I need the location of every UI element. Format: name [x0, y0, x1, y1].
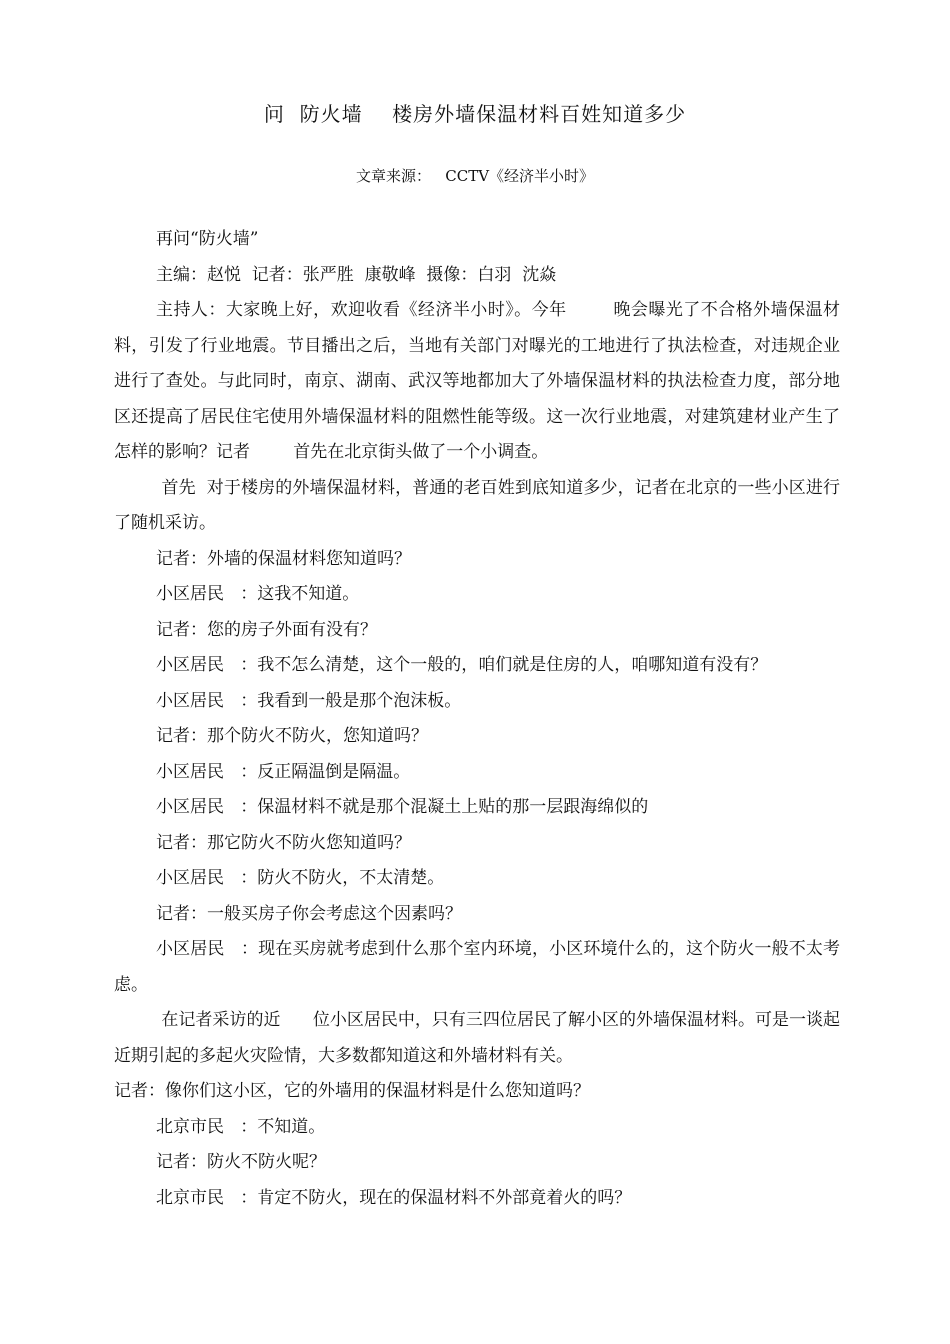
- body-paragraph: 北京市民 ：不知道。: [156, 1116, 326, 1137]
- body-paragraph: 记者：一般买房子你会考虑这个因素吗？: [156, 903, 462, 924]
- body-paragraph: 记者：您的房子外面有没有？: [156, 619, 377, 640]
- body-paragraph: 北京市民 ：肯定不防火，现在的保温材料不外部竟着火的吗？: [156, 1187, 632, 1208]
- body-paragraph: 小区居民 ：保温材料不就是那个混凝土上贴的那一层跟海绵似的: [156, 797, 649, 817]
- article-source: 文章来源： CCTV《经济半小时》: [355, 167, 595, 185]
- body-paragraph: 主编：赵悦 记者：张严胜 康敬峰 摄像：白羽 沈焱: [156, 264, 557, 285]
- body-paragraph: 小区居民 ：现在买房就考虑到什么那个室内环境，小区环境什么的，这个防火一般不太考虑。: [114, 939, 840, 995]
- body-paragraph: 小区居民 ：反正隔温倒是隔温。: [156, 761, 411, 782]
- body-paragraph: 主持人：大家晚上好，欢迎收看《经济半小时》。今年 晚会曝光了不合格外墙保温材料，引发了行业地震。节目播出之后，当地有关部门对曝光的工地进行了执法检查，对违规企业进行了查处。与此同时，南京、湖南、武汉等地都加大了外墙保温材料的执法检查力度，部分地区还提高了居民住宅使用外墙保温材料的阻燃性能等级。这一次行业地震，对建筑建材业产生了怎样的影响？记者 首先在北京街头做了一个小调查。: [114, 300, 840, 462]
- body-paragraph: 小区居民 ：我看到一般是那个泡沫板。: [156, 690, 462, 711]
- document-title: 问 防火墙 楼房外墙保温材料百姓知道多少: [263, 102, 687, 126]
- body-paragraph: 记者：外墙的保温材料您知道吗？: [156, 548, 411, 569]
- body-paragraph: 小区居民 ：我不怎么清楚，这个一般的，咱们就是住房的人，咱哪知道有没有？: [156, 655, 768, 675]
- document-body: [114, 222, 840, 1216]
- body-paragraph: 在记者采访的近 位小区居民中，只有三四位居民了解小区的外墙保温材料。可是一谈起近期引起的多起火灾险情，大多数都知道这和外墙材料有关。: [114, 1010, 841, 1066]
- body-paragraph: 记者：像你们这小区，它的外墙用的保温材料是什么您知道吗？: [114, 1081, 590, 1101]
- body-paragraph: 记者：那它防火不防火您知道吗？: [156, 832, 411, 853]
- body-paragraph: 首先 对于楼房的外墙保温材料，普通的老百姓到底知道多少，记者在北京的一些小区进行了随机采访。: [114, 477, 841, 533]
- body-paragraph: 小区居民 ：这我不知道。: [156, 584, 360, 604]
- body-paragraph: 小区居民 ：防火不防火，不太清楚。: [156, 868, 445, 888]
- body-paragraph: 再问“防火墙”: [156, 229, 259, 249]
- body-paragraph: 记者：那个防火不防火，您知道吗？: [156, 726, 428, 746]
- body-paragraph: 记者：防火不防火呢？: [156, 1152, 326, 1172]
